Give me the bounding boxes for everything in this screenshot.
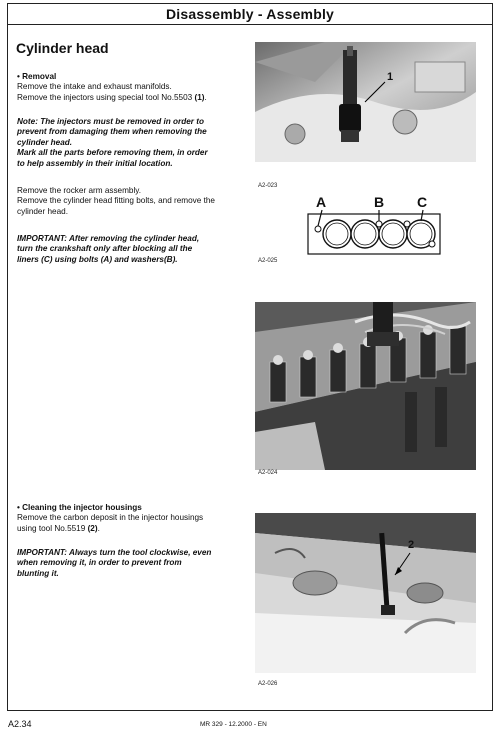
rocker-line-3: cylinder head.	[17, 206, 68, 216]
important-2-line-3: blunting it.	[17, 568, 59, 578]
cleaning-line-1: Remove the carbon deposit in the injector housings	[17, 513, 204, 523]
note-line-3: cylinder head.	[17, 137, 73, 147]
figure-4-callout: 2	[408, 539, 415, 551]
note-line-1: Note: The injectors must be removed in order to	[17, 117, 204, 126]
figure-1-callout: 1	[387, 71, 394, 83]
cleaning-line-2-text: using tool No.5519	[17, 523, 88, 533]
injector-housing-photo	[255, 513, 476, 673]
document-reference: MR 329 - 12.2000 - EN	[200, 721, 267, 728]
figure-injector-removal	[255, 42, 476, 162]
cleaning-block	[17, 503, 239, 534]
note-line-2: prevent from damaging them when removing the	[17, 127, 207, 137]
header-title: Disassembly - Assembly	[165, 6, 335, 22]
figure-1-label: A2-023	[258, 183, 278, 189]
cylinder-head-photo	[255, 302, 476, 470]
diagram-letter-c: C	[417, 194, 428, 210]
important-2-line-2: when removing it, in order to prevent from	[17, 558, 182, 568]
important-1-line-1: IMPORTANT: After removing the cylinder head,	[17, 234, 200, 243]
note-line-4: Mark all the parts before removing them, in order	[17, 148, 208, 158]
diagram-letter-a: A	[316, 194, 327, 210]
rocker-block	[17, 186, 239, 217]
injector-removal-photo	[255, 42, 476, 162]
figure-liner-blocking-diagram	[305, 196, 443, 258]
removal-heading: • Removal	[17, 72, 57, 81]
rocker-line-2: Remove the cylinder head fitting bolts, and remove the	[17, 196, 215, 206]
note-line-5: to help assembly in their initial location.	[17, 158, 173, 168]
removal-line-2-end: .	[204, 92, 207, 102]
removal-line-1: Remove the intake and exhaust manifolds.	[17, 82, 172, 92]
removal-block	[17, 72, 239, 103]
cleaning-heading: • Cleaning the injector housings	[17, 503, 142, 512]
figure-injector-housing-cleaning	[255, 513, 476, 673]
removal-line-2-ref: (1)	[194, 92, 205, 102]
cleaning-line-2-end: .	[97, 523, 100, 533]
figure-cylinder-head-photo	[255, 302, 476, 470]
cleaning-line-2-ref: (2)	[87, 523, 98, 533]
figure-3-label: A2-024	[258, 470, 278, 476]
note-block	[17, 117, 239, 169]
diagram-letter-b: B	[374, 194, 385, 210]
removal-line-2-text: Remove the injectors using special tool No.5503	[17, 92, 195, 102]
important-1-line-3: liners (C) using bolts (A) and washers(B).	[17, 254, 178, 264]
removal-line-2	[17, 93, 239, 103]
important-2-line-1: IMPORTANT: Always turn the tool clockwise, even	[17, 548, 212, 557]
important-1-block	[17, 234, 239, 265]
cleaning-line-2	[17, 524, 239, 534]
figure-2-label: A2-025	[258, 258, 278, 264]
important-2-block	[17, 548, 239, 579]
page-number: A2.34	[8, 719, 32, 729]
figure-4-label: A2-026	[258, 681, 278, 687]
page-header	[7, 3, 493, 25]
important-1-line-2: turn the crankshaft only after blocking all the	[17, 244, 193, 254]
rocker-line-1: Remove the rocker arm assembly.	[17, 186, 142, 195]
section-title: Cylinder head	[16, 40, 109, 56]
